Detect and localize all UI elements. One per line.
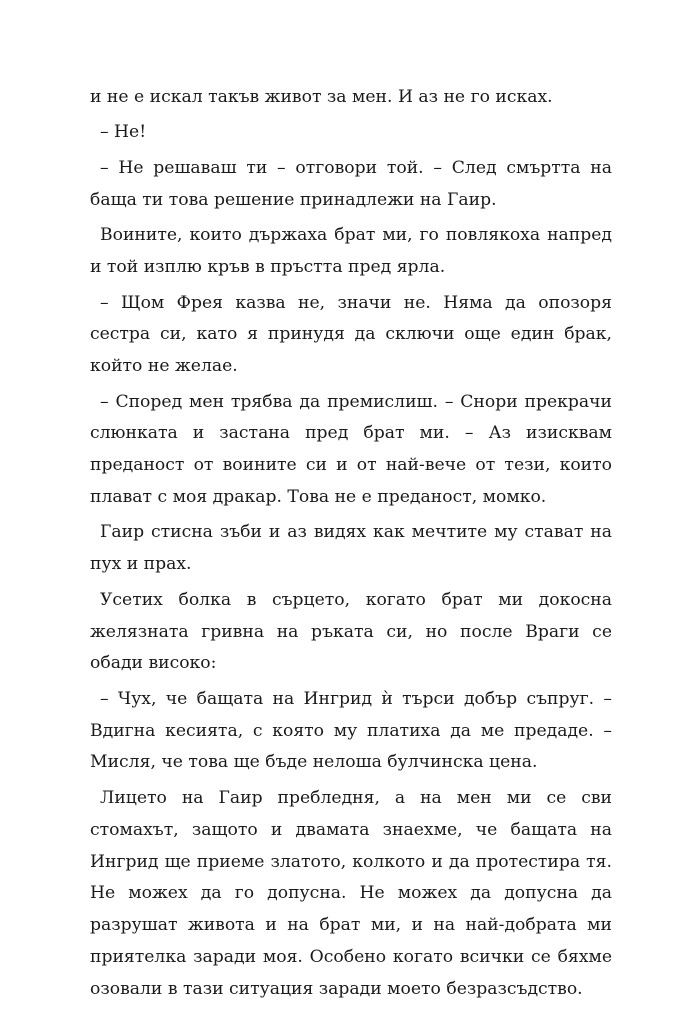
paragraph: и не е искал такъв живот за мен. И аз не го исках. xyxy=(90,87,553,107)
paragraph: Усетих болка в сърцето, когато брат ми докосна желязната гривна на ръката си, но после Враги се обади високо: xyxy=(90,589,612,674)
paragraph: – Щом Фрея казва не, значи не. Няма да опозоря сестра си, като я принудя да сключи още един брак, който не желае. xyxy=(90,292,612,377)
paragraph: Гаир стисна зъби и аз видях как мечтите му стават на пух и прах. xyxy=(90,522,612,575)
paragraph: Воините, които държаха брат ми, го повлякоха напред и той изплю кръв в пръстта пред ярла. xyxy=(90,225,612,278)
paragraph: – Чух, че бащата на Ингрид ѝ търси добър съпруг. – Вдигна кесията, с която му платиха да ме предаде. – Мисля, че това ще бъде нелоша булчинска цена. xyxy=(90,688,612,773)
paragraph: – Според мен трябва да премислиш. – Снори прекрачи слюнката и застана пред брат ми. – Аз изисквам преданост от воините си и от най-вече от тези, които плават с моя дракар. Това не е преданост, момко. xyxy=(90,391,612,507)
paragraph: – Не! xyxy=(100,122,147,143)
paragraph: – Не решаваш ти – отговори той. – След смъртта на баща ти това решение принадлежи на Гаир. xyxy=(90,157,612,210)
page-text xyxy=(90,82,612,1009)
paragraph: Лицето на Гаир пребледня, а на мен ми се сви стомахът, защото и двамата знаехме, че бащата на Ингрид ще приеме златото, колкото и да протестира тя. Не можех да го допусна. Не можех да допусна да разрушат живота и на брат ми, и на най-добрата ми приятелка заради моя. Особено когато всички се бяхме озовали в тази ситуация заради моето безразсъдство. xyxy=(90,787,612,999)
